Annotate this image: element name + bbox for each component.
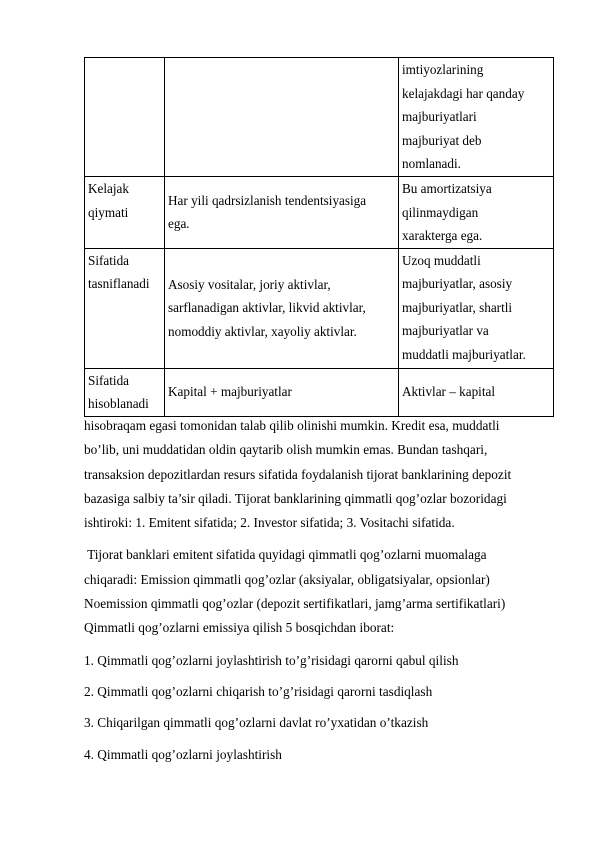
cell-text: qiymati xyxy=(88,204,129,220)
steps-list xyxy=(84,649,554,767)
cell-text: Sifatida xyxy=(88,372,130,388)
text-line: hisobraqam egasi tomonidan talab qilib olinishi mumkin. Kredit esa, muddatli xyxy=(84,418,500,433)
table-cell xyxy=(165,368,399,416)
cell-text: Kelajak xyxy=(88,181,130,196)
table-row xyxy=(85,177,554,249)
table-cell xyxy=(399,177,554,249)
text-line: bazasiga salbiy ta’sir qiladi. Tijorat banklarining qimmatli qog’ozlar bozoridagi xyxy=(84,490,507,506)
cell-text: Kapital + majburiyatlar xyxy=(168,384,292,400)
text-line: bo’lib, uni muddatidan oldin qaytarib olish mumkin emas. Bundan tashqari, xyxy=(84,442,488,458)
cell-text: Asosiy vositalar, joriy aktivlar, xyxy=(168,276,331,292)
cell-text: qilinmaydigan xyxy=(402,204,479,220)
table-cell xyxy=(85,58,165,177)
paragraph-2 xyxy=(84,543,554,640)
text-line: Tijorat banklari emitent sifatida quyidagi qimmatli qog’ozlarni muomalaga xyxy=(84,547,487,563)
text-line: chiqaradi: Emission qimmatli qog’ozlar (aksiyalar, obligatsiyalar, opsionlar) xyxy=(84,571,490,587)
cell-text: ega. xyxy=(168,216,190,232)
body-text xyxy=(84,414,554,774)
table-cell xyxy=(165,58,399,177)
list-item: 2. Qimmatli qog’ozlarni chiqarish to’g’risidagi qarorni tasdiqlash xyxy=(84,683,433,699)
cell-text: hisoblanadi xyxy=(88,396,149,411)
table-cell xyxy=(85,177,165,249)
cell-text: kelajakdagi har qanday xyxy=(402,85,525,101)
table-row xyxy=(85,248,554,368)
cell-text: Bu amortizatsiya xyxy=(402,181,492,196)
cell-text: majburiyatlari xyxy=(402,109,477,124)
text-line: transaksion depozitlardan resurs sifatida foydalanish tijorat banklarining depozit xyxy=(84,466,512,482)
cell-text: muddatli majburiyatlar. xyxy=(402,346,526,362)
cell-text: Sifatida xyxy=(88,252,130,268)
cell-text: xarakterga ega. xyxy=(402,228,483,243)
comparison-table-wrapper xyxy=(84,57,553,417)
cell-text: Uzoq muddatli xyxy=(402,252,481,268)
cell-text: sarflanadigan aktivlar, likvid aktivlar, xyxy=(168,300,366,316)
cell-text: tasniflanadi xyxy=(88,276,150,291)
list-item: 1. Qimmatli qog’ozlarni joylashtirish to’g’risidagi qarorni qabul qilish xyxy=(84,652,459,668)
cell-text: majburiyatlar, shartli xyxy=(402,299,513,315)
cell-text: nomlanadi. xyxy=(402,156,461,171)
cell-text: majburiyatlar, asosiy xyxy=(402,276,513,291)
cell-text: majburiyatlar va xyxy=(402,323,489,338)
cell-text: nomoddiy aktivlar, xayoliy aktivlar. xyxy=(168,323,357,339)
table-row xyxy=(85,58,554,177)
cell-text: Har yili qadrsizlanish tendentsiyasiga xyxy=(168,192,367,208)
table-cell xyxy=(85,368,165,416)
table-cell xyxy=(85,248,165,368)
table-cell xyxy=(165,248,399,368)
table-cell xyxy=(165,177,399,249)
table-cell xyxy=(399,368,554,416)
list-item: 4. Qimmatli qog’ozlarni joylashtirish xyxy=(84,746,282,762)
table-cell xyxy=(399,58,554,177)
cell-text: Aktivlar – kapital xyxy=(402,384,496,400)
text-line: Qimmatli qog’ozlarni emissiya qilish 5 bosqichdan iborat: xyxy=(84,620,395,636)
cell-text: majburiyat deb xyxy=(402,132,482,148)
comparison-table xyxy=(84,57,554,417)
table-cell xyxy=(399,248,554,368)
table-row xyxy=(85,368,554,416)
text-line: Noemission qimmatli qog’ozlar (depozit sertifikatlari, jamg’arma sertifikatlari) xyxy=(84,596,506,612)
paragraph-1 xyxy=(84,414,554,535)
cell-text: imtiyozlarining xyxy=(402,62,484,77)
text-line: ishtiroki: 1. Emitent sifatida; 2. Investor sifatida; 3. Vositachi sifatida. xyxy=(84,515,455,531)
list-item: 3. Chiqarilgan qimmatli qog’ozlarni davlat ro’yxatidan o’tkazish xyxy=(84,715,429,731)
